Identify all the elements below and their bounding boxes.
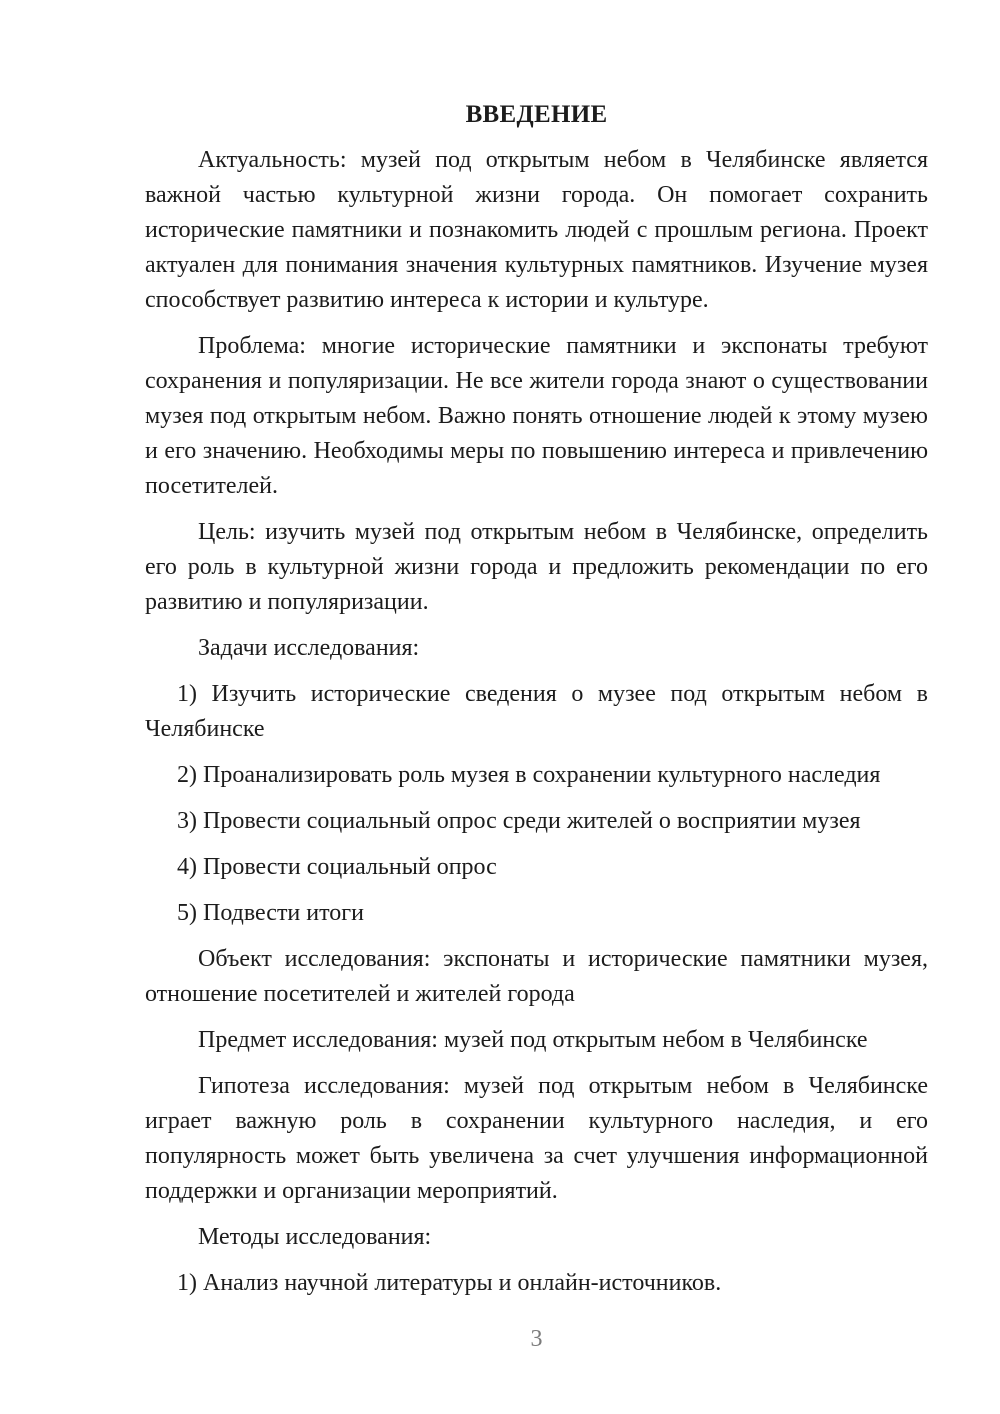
- task-list-item-3: 3) Провести социальный опрос среди жителей о восприятии музея: [177, 808, 861, 834]
- method-list-item-1: 1) Анализ научной литературы и онлайн-источников.: [177, 1270, 722, 1296]
- paragraph-goal: Цель: изучить музей под открытым небом в Челябинске, определить его роль в культурной жизни города и предложить рекомендации по его развитию и популяризации.: [145, 519, 928, 615]
- paragraph-relevance: Актуальность: музей под открытым небом в Челябинске является важной частью культурной жизни города. Он помогает сохранить исторические памятники и познакомить людей с прошлым региона. Проект актуален для понимания значения культурных памятников. Изучение музея способствует развитию интереса к истории и культуре.: [145, 147, 928, 313]
- task-list-item-5: 5) Подвести итоги: [177, 900, 364, 926]
- paragraph-subject: Предмет исследования: музей под открытым небом в Челябинске: [198, 1027, 868, 1053]
- document-content: [145, 97, 928, 1312]
- paragraph-methods-heading: Методы исследования:: [198, 1224, 432, 1250]
- paragraph-problem: Проблема: многие исторические памятники и экспонаты требуют сохранения и популяризации. Не все жители города знают о существовании музея под открытым небом. Важно понять отношение людей к этому музею и его значению. Необходимы меры по повышению интереса и привлечению посетителей.: [145, 333, 928, 499]
- paragraph-tasks-heading: Задачи исследования:: [198, 635, 420, 661]
- section-title: ВВЕДЕНИЕ: [465, 101, 608, 128]
- page-number: 3: [530, 1326, 543, 1352]
- task-list-item-1: 1) Изучить исторические сведения о музее под открытым небом в Челябинске: [145, 681, 928, 742]
- paragraph-hypothesis: Гипотеза исследования: музей под открытым небом в Челябинске играет важную роль в сохранении культурного наследия, и его популярность может быть увеличена за счет улучшения информационной поддержки и организации мероприятий.: [145, 1073, 928, 1204]
- paragraph-object: Объект исследования: экспонаты и исторические памятники музея, отношение посетителей и жителей города: [145, 946, 928, 1007]
- task-list-item-2: 2) Проанализировать роль музея в сохранении культурного наследия: [177, 762, 881, 788]
- task-list-item-4: 4) Провести социальный опрос: [177, 854, 497, 880]
